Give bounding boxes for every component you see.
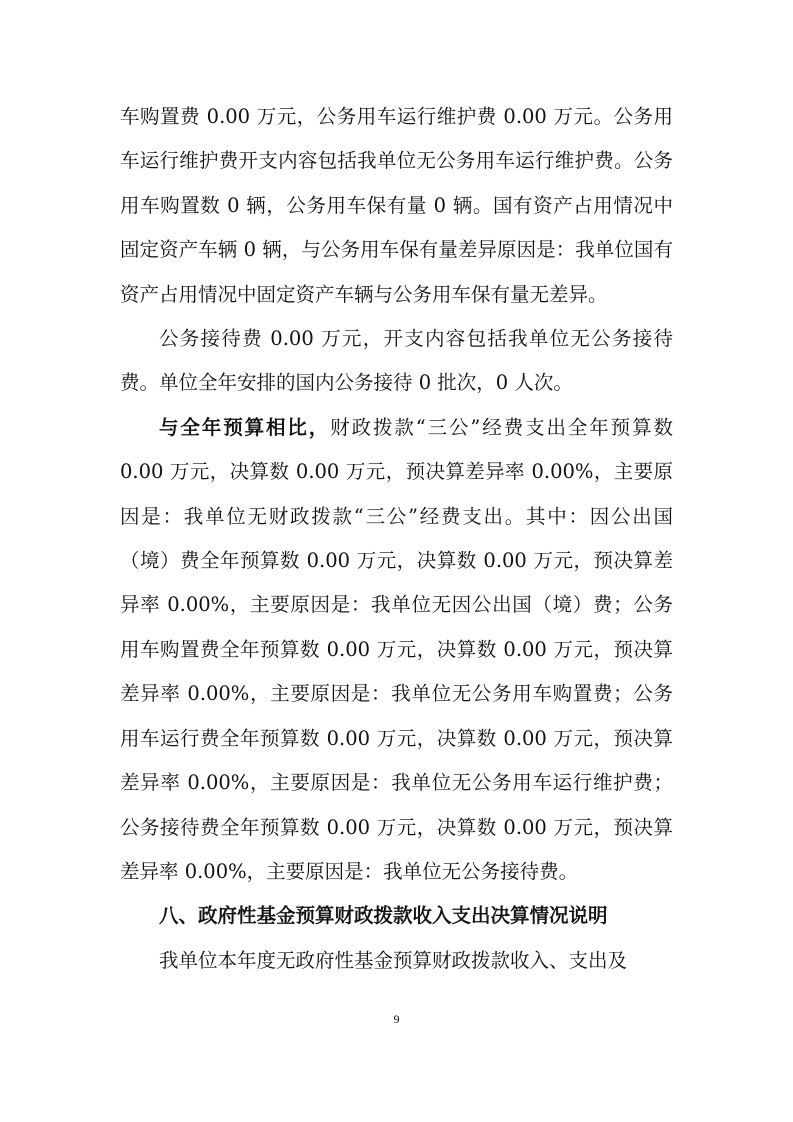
- paragraph-government-fund: 我单位本年度无政府性基金预算财政拨款收入、支出及: [159, 948, 628, 972]
- paragraph-reception-costs: 公务接待费 0.00 万元，开支内容包括我单位无公务接待费。单位全年安排的国内公务接待 0 批次，0 人次。: [120, 327, 673, 395]
- budget-comparison-body: 财政拨款“三公”经费支出全年预算数 0.00 万元，决算数 0.00 万元，预决算差异率 0.00%，主要原因是：我单位无财政拨款“三公”经费支出。其中：因公出国（境）费全年预算数 0.00 万元，决算数 0.00 万元，预决算差异率 0.00%，主要原因是：我单位无因公出国（境）费；公务用车购置费全年预算数 0.00 万元，决算数 0.00 万元，预决算差异率 0.00%，主要原因是：我单位无公务用车购置费；公务用车运行费全年预算数 0.00 万元，决算数 0.00 万元，预决算差异率 0.00%，主要原因是：我单位无公务用车运行维护费；公务接待费全年预算数 0.00 万元，决算数 0.00 万元，预决算差异率 0.00%，主要原因是：我单位无公务接待费。: [120, 415, 673, 883]
- page-number: 9: [393, 1012, 400, 1026]
- paragraph-budget-comparison: [120, 406, 673, 894]
- budget-comparison-lead: 与全年预算相比，: [159, 415, 331, 439]
- document-body: [120, 95, 673, 983]
- section-heading: 八、政府性基金预算财政拨款收入支出决算情况说明: [159, 904, 608, 928]
- paragraph-vehicle-costs: 车购置费 0.00 万元，公务用车运行维护费 0.00 万元。公务用车运行维护费开支内容包括我单位无公务用车运行维护费。公务用车购置数 0 辆，公务用车保有量 0 辆。国有资产占用情况中固定资产车辆 0 辆，与公务用车保有量差异原因是：我单位国有资产占用情况中固定资产车辆与公务用车保有量无差异。: [120, 105, 673, 306]
